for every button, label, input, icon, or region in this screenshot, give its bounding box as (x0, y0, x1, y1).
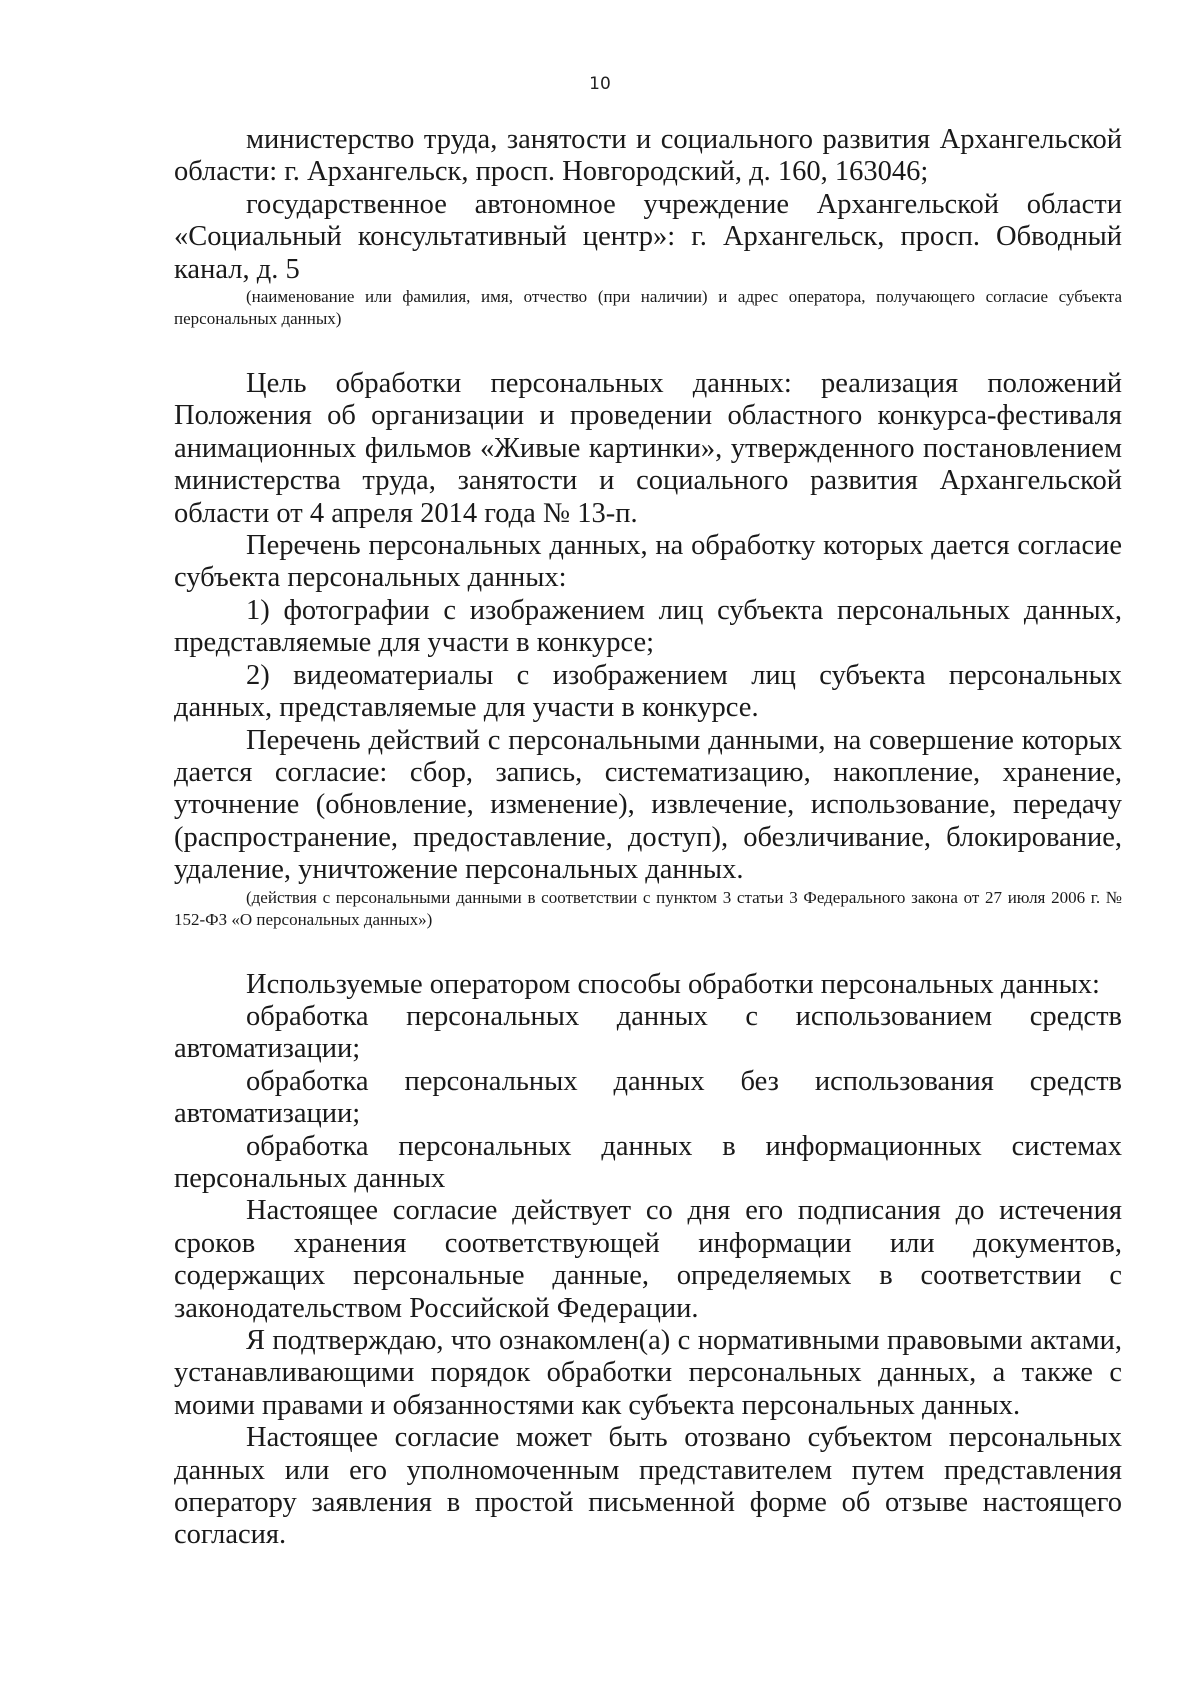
document-body (174, 124, 1122, 1552)
processing-methods-intro: Используемые оператором способы обработки персональных данных: (246, 968, 1100, 1000)
method-non-automated: обработка персональных данных без использования средств автоматизации; (174, 1065, 1122, 1130)
method-information-systems: обработка персональных данных в информационных системах персональных данных (174, 1130, 1122, 1194)
operator-note: (наименование или фамилия, имя, отчество (при наличии) и адрес оператора, получающего согласие субъекта персональных данных) (174, 287, 1122, 329)
actions-note: (действия с персональными данными в соответствии с пунктом 3 статьи 3 Федерального закона от 27 июля 2006 г. № 152-ФЗ «О персональных данных») (174, 887, 1122, 929)
operator-ministry-paragraph: министерство труда, занятости и социального развития Архангельской области: г. Архангельск, просп. Новгородский, д. 160, 163046; (174, 124, 1122, 188)
consent-validity-paragraph: Настоящее согласие действует со дня его подписания до истечения сроков хранения соответствующей информации или документов, содержащих персональные данные, определяемых в соответствии с законодательством Российской Федерации. (174, 1195, 1122, 1324)
personal-data-item-2: 2) видеоматериалы с изображением лиц субъекта персональных данных, представляемые для участи в конкурсе. (174, 659, 1122, 724)
spacer (174, 330, 1122, 368)
personal-data-item-1: 1) фотографии с изображением лиц субъекта персональных данных, представляемые для участи в конкурсе; (174, 594, 1122, 659)
revocation-paragraph: Настоящее согласие может быть отозвано субъектом персональных данных или его уполномоченным представителем путем представления оператору заявления в простой письменной форме об отзыве настоящего согласия. (174, 1422, 1122, 1551)
actions-list-paragraph: Перечень действий с персональными данными, на совершение которых дается согласие: сбор, запись, систематизацию, накопление, хранение, уточнение (обновление, изменение), извлечение, использование, передачу (распространение, предоставление, доступ), обезличивание, блокирование, удаление, уничтожение персональных данных. (174, 724, 1122, 886)
personal-data-list-intro: Перечень персональных данных, на обработку которых дается согласие субъекта персональных данных: (174, 530, 1122, 594)
processing-purpose-paragraph: Цель обработки персональных данных: реализация положений Положения об организации и проведении областного конкурса-фестиваля анимационных фильмов «Живые картинки», утвержденного постановлением министерства труда, занятости и социального развития Архангельской области от 4 апреля 2014 года № 13-п. (174, 368, 1122, 529)
operator-center-paragraph: государственное автономное учреждение Архангельской области «Социальный консультативный центр»: г. Архангельск, просп. Обводный канал, д. 5 (174, 188, 1122, 285)
method-automated: обработка персональных данных с использованием средств автоматизации; (174, 1000, 1122, 1065)
spacer (174, 931, 1122, 969)
page-number: 10 (589, 74, 611, 94)
acknowledgement-paragraph: Я подтверждаю, что ознакомлен(а) с нормативными правовыми актами, устанавливающими порядок обработки персональных данных, а также с моими правами и обязанностями как субъекта персональных данных. (174, 1325, 1122, 1421)
